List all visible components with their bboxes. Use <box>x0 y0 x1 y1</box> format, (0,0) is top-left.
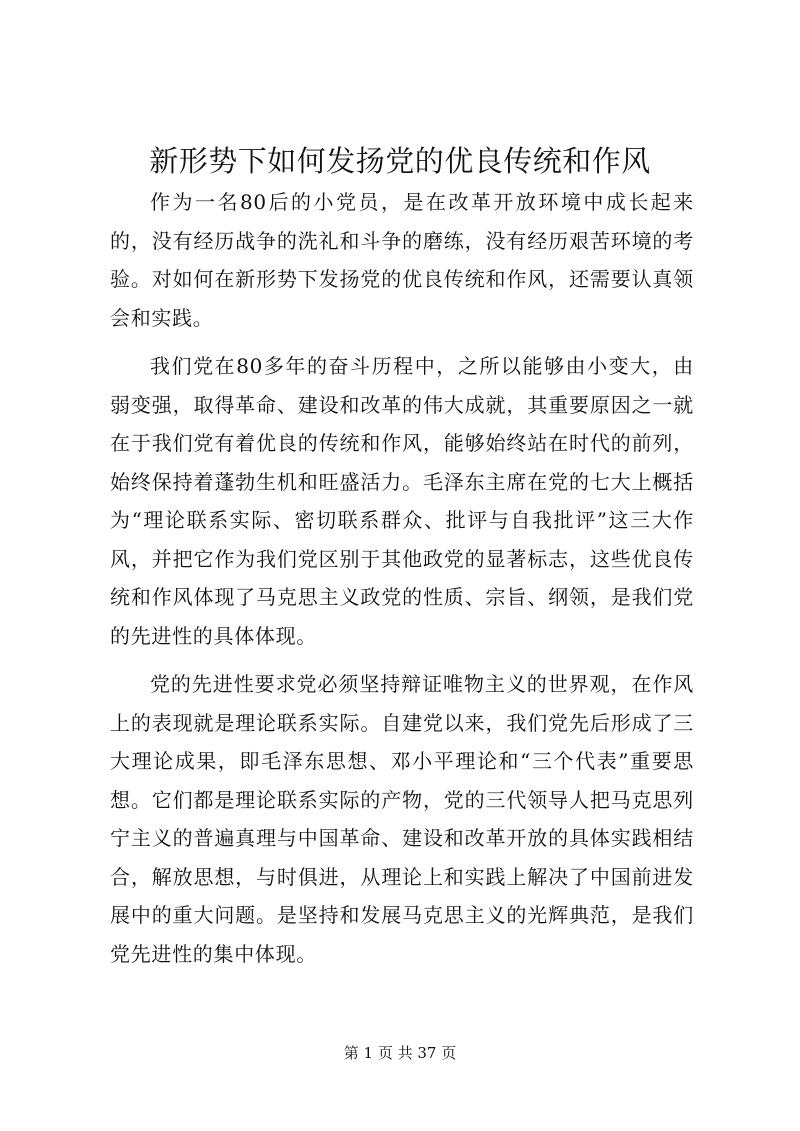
document-body <box>110 183 694 983</box>
page-footer: 第 1 页 共 37 页 <box>343 1044 457 1062</box>
paragraph-3: 党的先进性要求党必须坚持辩证唯物主义的世界观，在作风上的表现就是理论联系实际。自建党以来，我们党先后形成了三大理论成果，即毛泽东思想、邓小平理论和“三个代表”重要思想。它们都是理论联系实际的产物，党的三代领导人把马克思列宁主义的普遍真理与中国革命、建设和改革开放的具体实践相结合，解放思想，与时俱进，从理论上和实践上解决了中国前进发展中的重大问题。是坚持和发展马克思主义的光辉典范，是我们党先进性的集中体现。 <box>110 672 694 966</box>
paragraph-1: 作为一名80后的小党员，是在改革开放环境中成长起来的，没有经历战争的洗礼和斗争的磨练，没有经历艰苦环境的考验。对如何在新形势下发扬党的优良传统和作风，还需要认真领会和实践。 <box>110 190 694 330</box>
paragraph-2: 我们党在80多年的奋斗历程中，之所以能够由小变大，由弱变强，取得革命、建设和改革的伟大成就，其重要原因之一就在于我们党有着优良的传统和作风，能够始终站在时代的前列，始终保持着蓬勃生机和旺盛活力。毛泽东主席在党的七大上概括为“理论联系实际、密切联系群众、批评与自我批评”这三大作风，并把它作为我们党区别于其他政党的显著标志，这些优良传统和作风体现了马克思主义政党的性质、宗旨、纲领，是我们党的先进性的具体体现。 <box>110 354 694 648</box>
document-title: 新形势下如何发扬党的优良传统和作风 <box>149 144 651 178</box>
